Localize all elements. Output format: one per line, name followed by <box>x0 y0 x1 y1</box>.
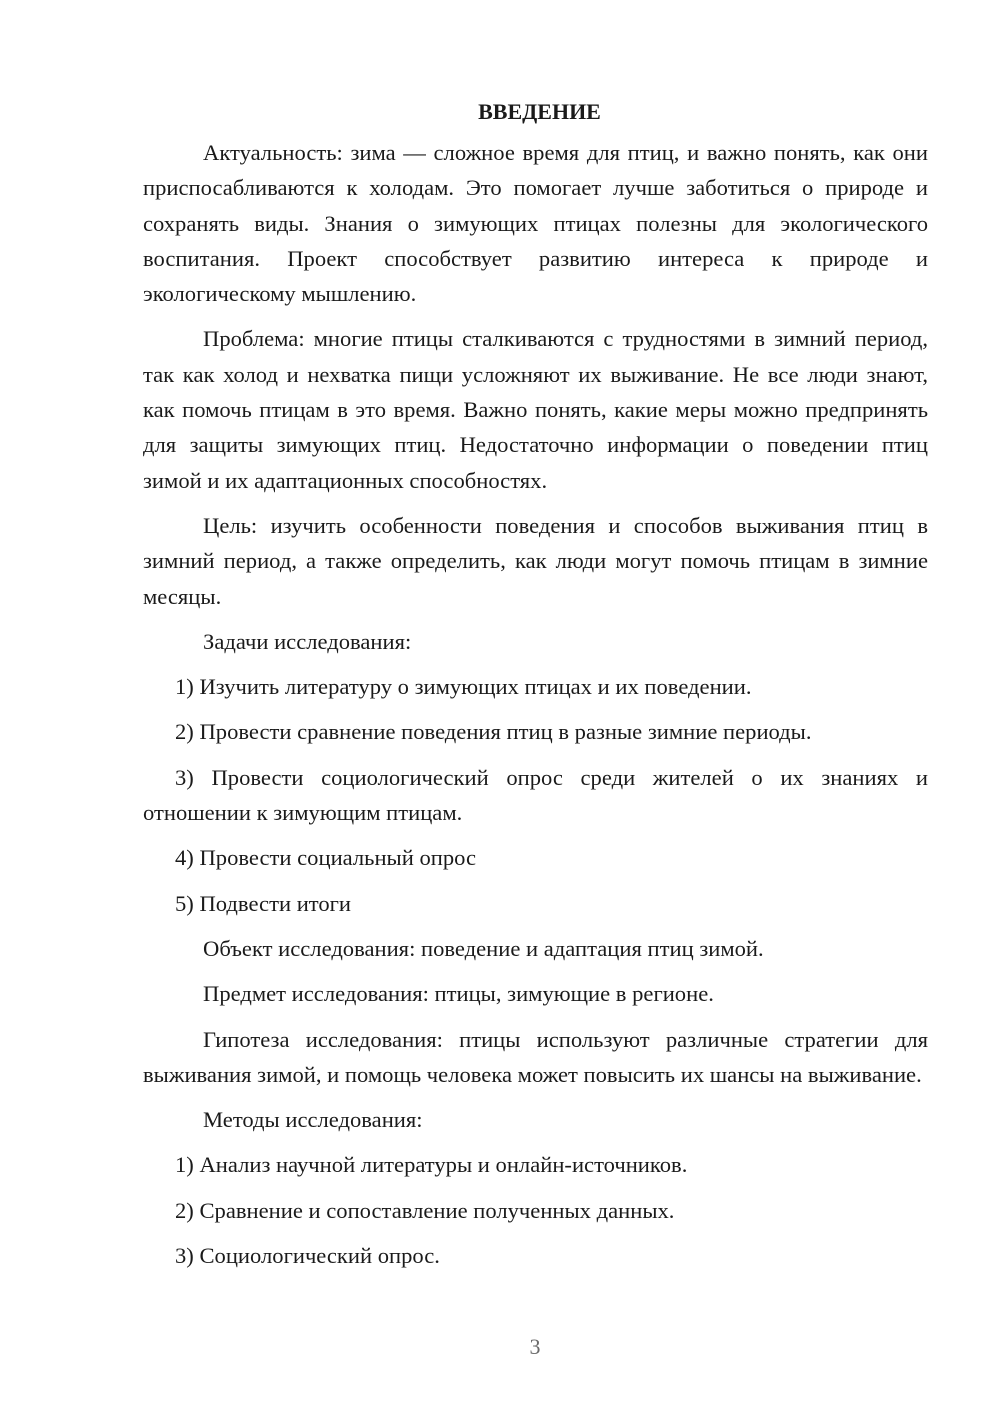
tasks-heading: Задачи исследования: <box>203 628 412 654</box>
goal-paragraph: Цель: изучить особенности поведения и способов выживания птиц в зимний период, а также определить, как люди могут помочь птицам в зимние месяцы. <box>143 512 928 609</box>
task-item: 4) Провести социальный опрос <box>175 845 477 871</box>
task-item: 1) Изучить литературу о зимующих птицах и их поведении. <box>175 674 752 700</box>
task-item: 3) Провести социологический опрос среди жителей о их знаниях и отношении к зимующим птицам. <box>143 764 928 826</box>
task-item: 5) Подвести итоги <box>175 890 352 916</box>
document-body <box>143 94 928 1283</box>
method-item: 2) Сравнение и сопоставление полученных данных. <box>175 1197 675 1223</box>
problem-paragraph: Проблема: многие птицы сталкиваются с трудностями в зимний период, так как холод и нехватка пищи усложняют их выживание. Не все люди знают, как помочь птицам в это время. Важно понять, какие меры можно предпринять для защиты зимующих птиц. Недостаточно информации о поведении птиц зимой и их адаптационных способностях. <box>143 326 928 493</box>
methods-heading: Методы исследования: <box>203 1107 423 1133</box>
task-item: 2) Провести сравнение поведения птиц в разные зимние периоды. <box>175 719 812 745</box>
method-item: 1) Анализ научной литературы и онлайн-источников. <box>175 1152 688 1178</box>
object-paragraph: Объект исследования: поведение и адаптация птиц зимой. <box>203 935 764 961</box>
relevance-paragraph: Актуальность: зима — сложное время для птиц, и важно понять, как они приспосабливаются к холодам. Это помогает лучше заботиться о природе и сохранять виды. Знания о зимующих птицах полезны для экологического воспитания. Проект способствует развитию интереса к природе и экологическому мышлению. <box>143 140 928 307</box>
hypothesis-paragraph: Гипотеза исследования: птицы используют различные стратегии для выживания зимой, и помощь человека может повысить их шансы на выживание. <box>143 1026 928 1087</box>
page-number: 3 <box>529 1334 541 1359</box>
method-item: 3) Социологический опрос. <box>175 1243 440 1269</box>
subject-paragraph: Предмет исследования: птицы, зимующие в регионе. <box>203 981 714 1007</box>
page-title: ВВЕДЕНИЕ <box>478 99 601 124</box>
